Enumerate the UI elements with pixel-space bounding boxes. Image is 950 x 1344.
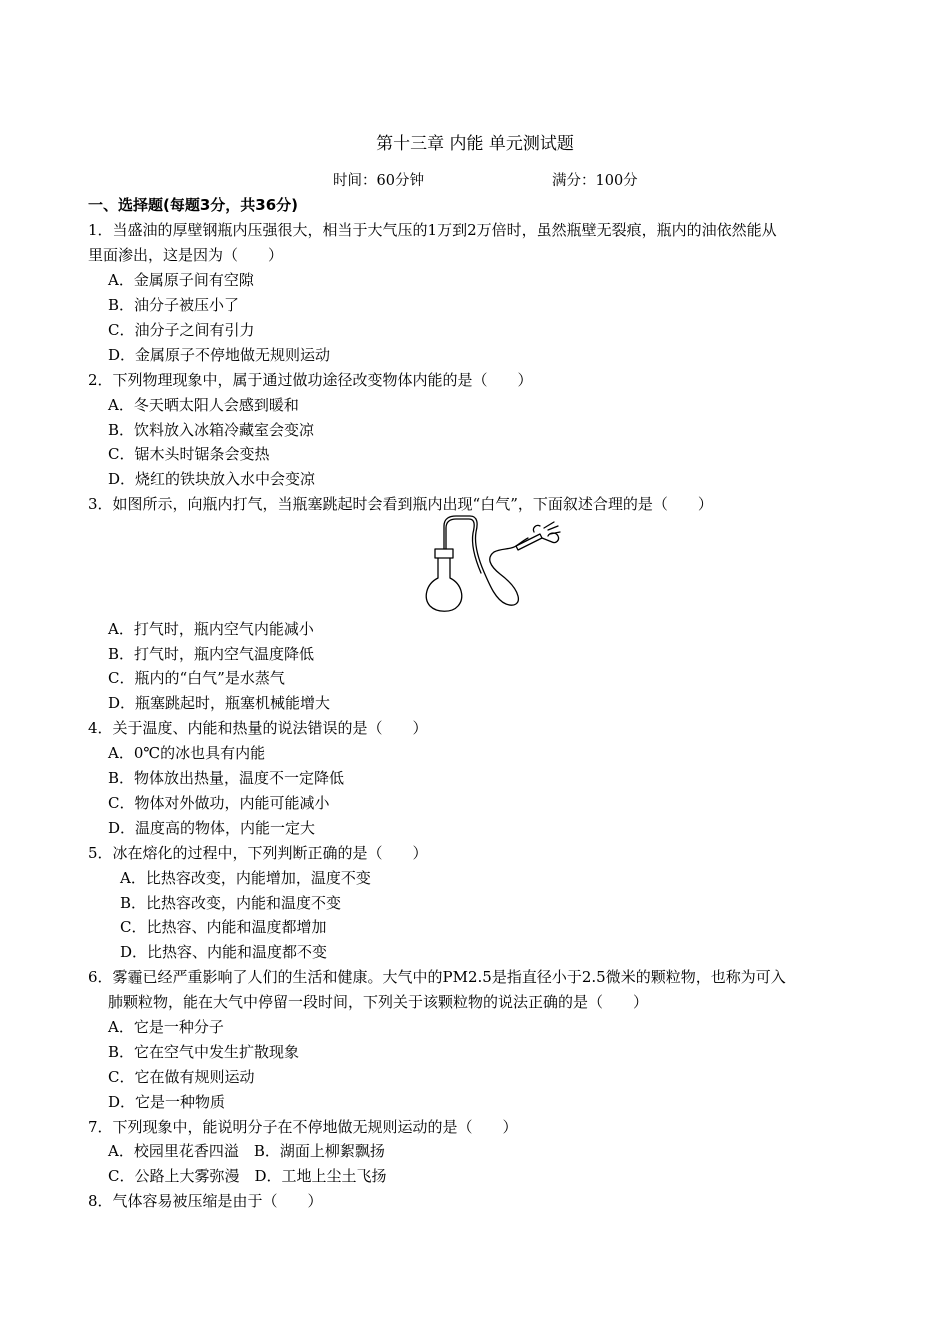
question-6-option-d: D．它是一种物质 [108,1093,226,1111]
page-title: 第十三章 内能 单元测试题 [376,134,574,154]
question-6-option-a: A．它是一种分子 [108,1018,224,1036]
pump-needle [516,534,542,550]
question-2-option-b: B．饮料放入冰箱冷藏室会变凉 [108,421,315,439]
question-4-option-d: D．温度高的物体，内能一定大 [108,819,316,837]
question-5-option-b: B．比热容改变，内能和温度不变 [120,894,342,912]
question-7-options-row-2: C．公路上大雾弥漫 D．工地上尘土飞扬 [108,1167,387,1185]
question-5-option-c: C．比热容、内能和温度都增加 [120,918,327,936]
question-2-option-c: C．锯木头时锯条会变热 [108,445,270,463]
question-4-option-b: B．物体放出热量，温度不一定降低 [108,769,345,787]
question-5-option-d: D．比热容、内能和温度都不变 [120,943,328,961]
question-6-option-c: C．它在做有规则运动 [108,1068,255,1086]
question-1-option-a: A．金属原子间有空隙 [108,271,254,289]
flask-body [426,558,461,611]
question-8-stem: 8．气体容易被压缩是由于（ ） [88,1192,323,1210]
question-1-option-b: B．油分子被压小了 [108,296,240,314]
question-6-stem-line-1: 6．雾霾已经严重影响了人们的生活和健康。大气中的PM2.5是指直径小于2.5微米的颗粒物，也称为可入 [88,968,786,986]
question-2-stem: 2．下列物理现象中，属于通过做功途径改变物体内能的是（ ） [88,371,533,389]
question-3-option-d: D．瓶塞跳起时，瓶塞机械能增大 [108,694,331,712]
question-1-option-d: D．金属原子不停地做无规则运动 [108,346,331,364]
question-1-stem-line-2: 里面渗出，这是因为（ ） [88,246,284,264]
flask-stopper [435,549,453,558]
exam-score: 满分：100分 [552,173,638,189]
question-3-stem: 3．如图所示，向瓶内打气，当瓶塞跳起时会看到瓶内出现“白气”，下面叙述合理的是（ ） [88,495,713,513]
question-4-option-a: A．0℃的冰也具有内能 [108,744,266,762]
question-4-option-c: C．物体对外做功，内能可能减小 [108,794,330,812]
question-2-option-a: A．冬天晒太阳人会感到暖和 [108,396,299,414]
question-7-options-row-1: A．校园里花香四溢 B．湖面上柳絮飘扬 [108,1142,385,1160]
question-3-option-c: C．瓶内的“白气”是水蒸气 [108,669,285,687]
question-2-option-d: D．烧红的铁块放入水中会变凉 [108,470,316,488]
question-6-stem-line-2: 肺颗粒物，能在大气中停留一段时间，下列关于该颗粒物的说法正确的是（ ） [108,993,649,1011]
exam-time: 时间：60分钟 [333,173,424,189]
air-tube [444,516,528,605]
question-5-option-a: A．比热容改变，内能增加，温度不变 [120,869,371,887]
question-1-stem-line-1: 1．当盛油的厚壁钢瓶内压强很大，相当于大气压的1万到2万倍时，虽然瓶壁无裂痕，瓶内的油依然能从 [88,221,777,239]
question-1-option-c: C．油分子之间有引力 [108,321,255,339]
section-heading: 一、选择题(每题3分，共36分) [88,196,299,214]
question-3-option-a: A．打气时，瓶内空气内能减小 [108,620,314,638]
question-5-stem: 5．冰在熔化的过程中，下列判断正确的是（ ） [88,844,428,862]
question-4-stem: 4．关于温度、内能和热量的说法错误的是（ ） [88,719,428,737]
flask-pump-figure [418,512,568,614]
question-7-stem: 7．下列现象中，能说明分子在不停地做无规则运动的是（ ） [88,1118,518,1136]
question-3-option-b: B．打气时，瓶内空气温度降低 [108,645,315,663]
question-6-option-b: B．它在空气中发生扩散现象 [108,1043,300,1061]
